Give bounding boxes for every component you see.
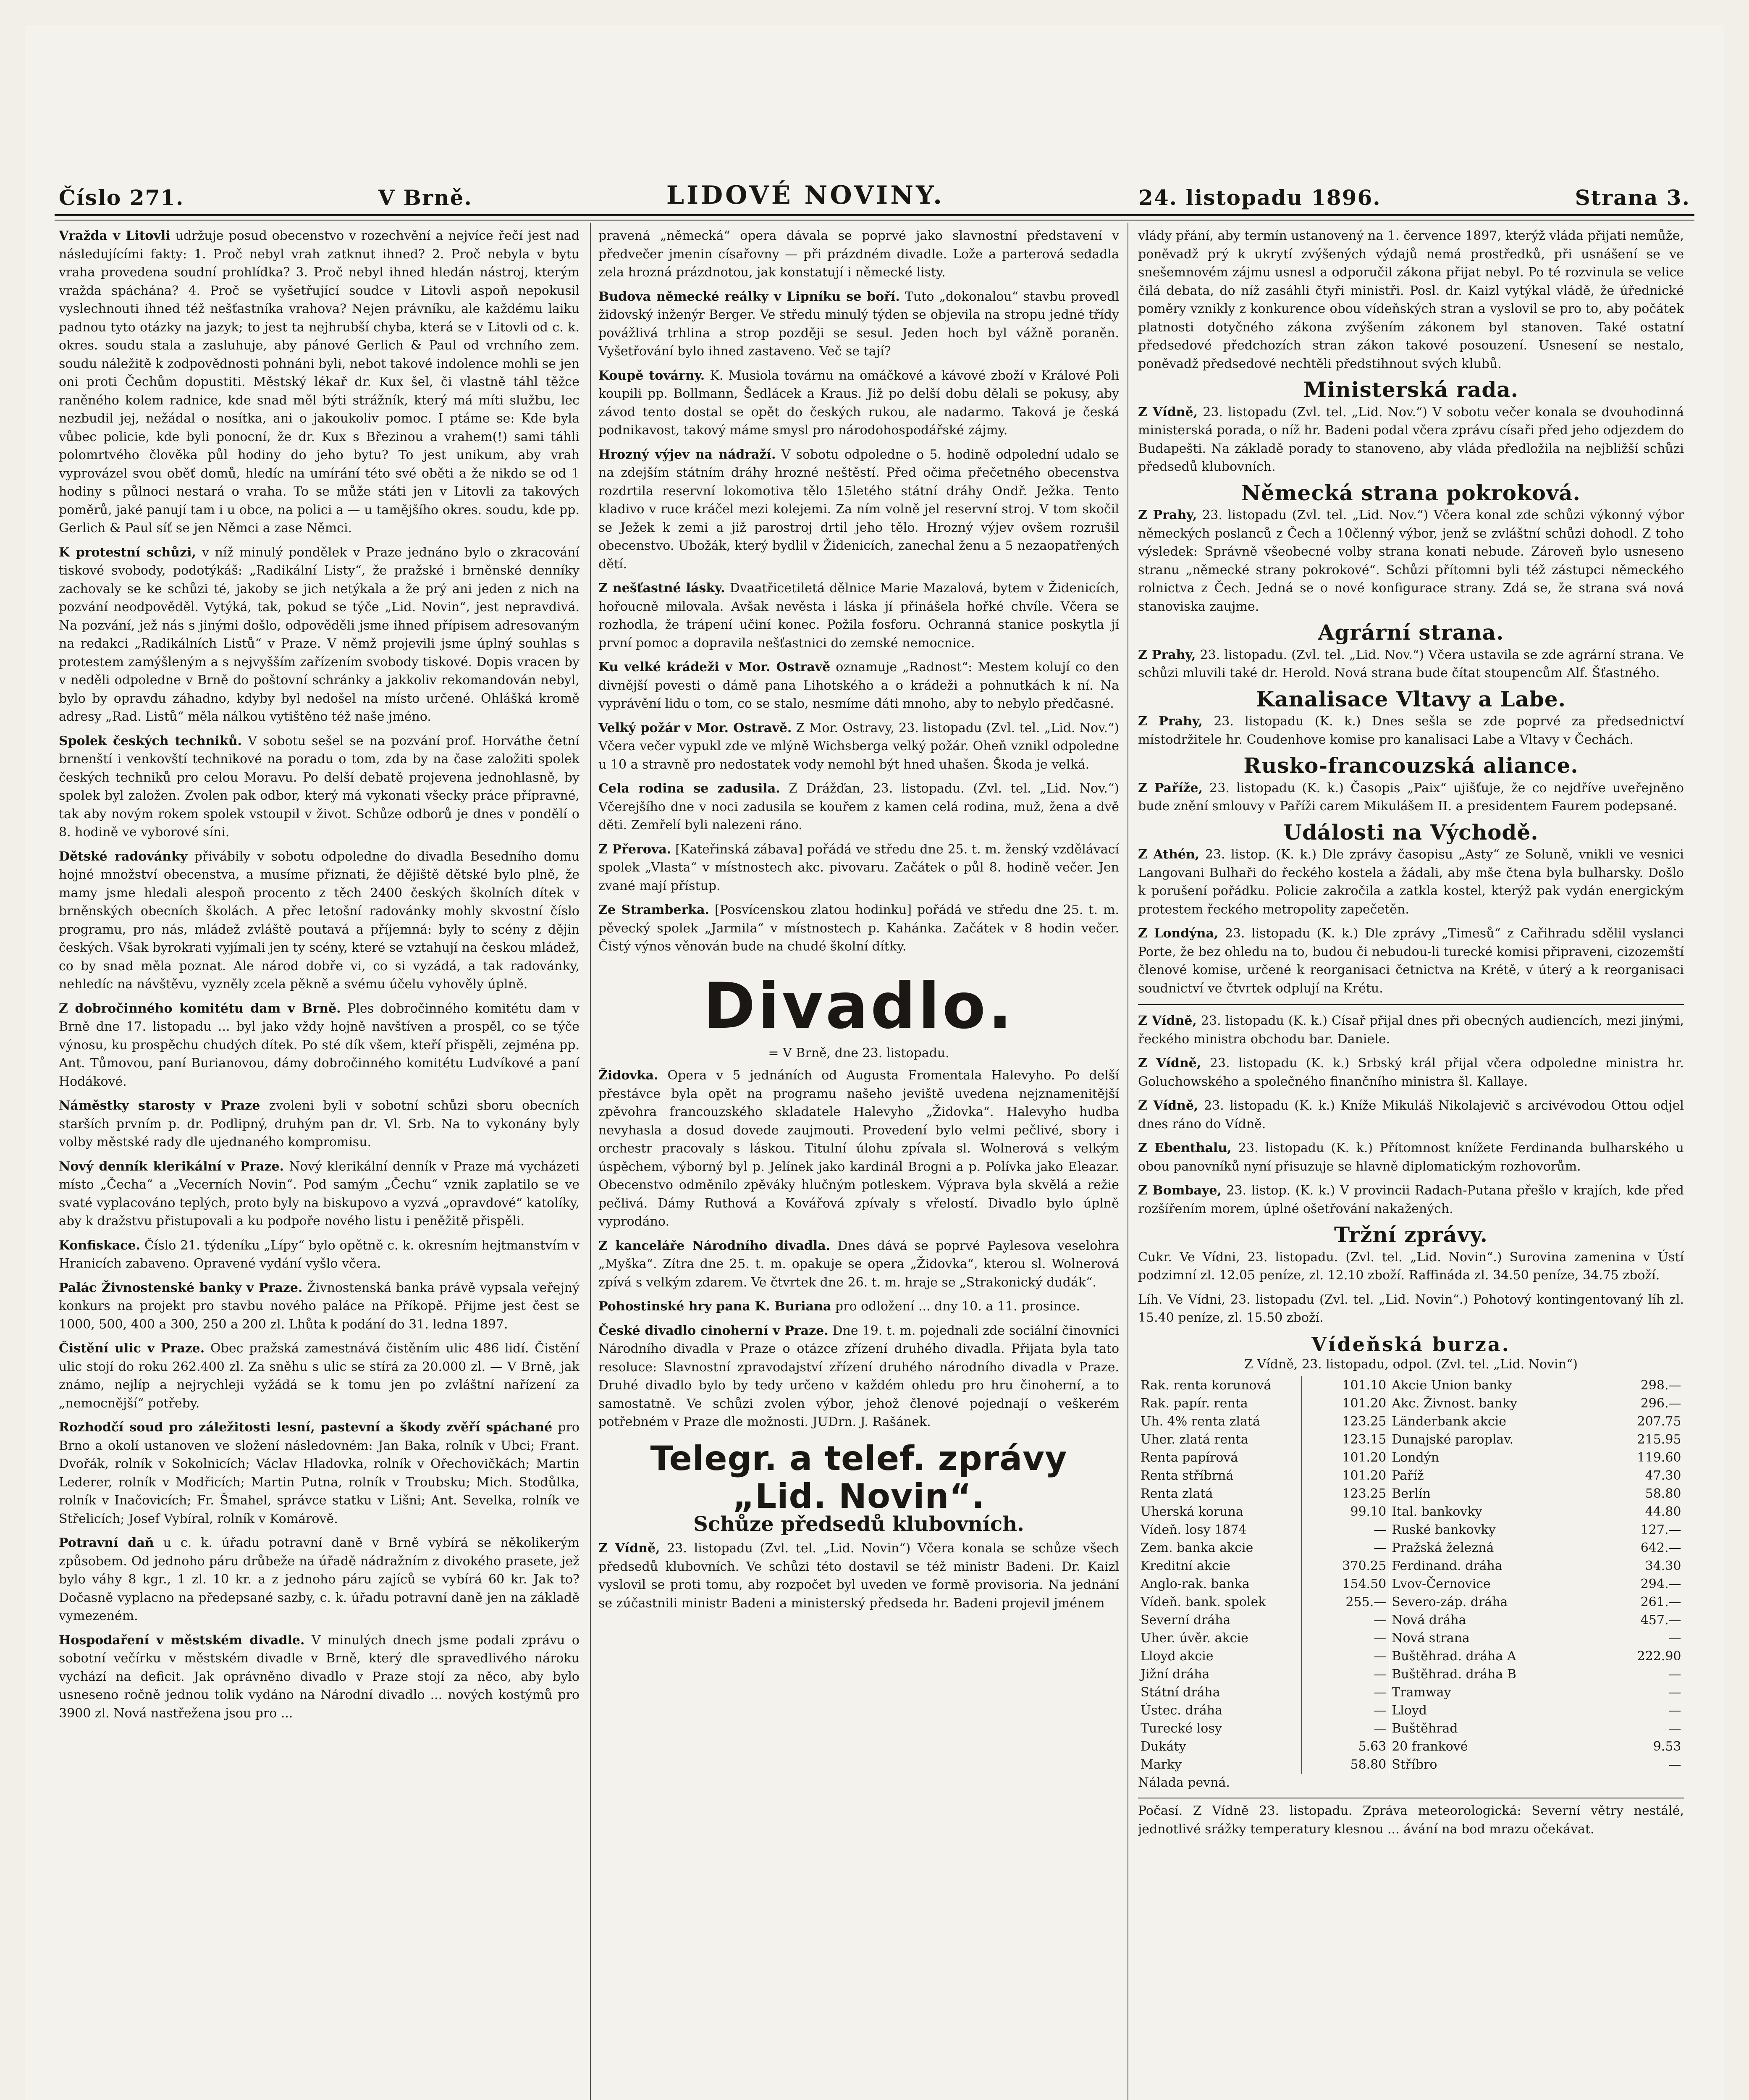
- security-price: —: [1302, 1665, 1389, 1683]
- security-price: 99.10: [1302, 1503, 1389, 1521]
- table-row: [1138, 1665, 1684, 1683]
- security-price: 101.10: [1302, 1376, 1389, 1394]
- security-name: Berlín: [1392, 1486, 1431, 1501]
- article: [1138, 779, 1684, 816]
- security-name: Rak. papír. renta: [1138, 1394, 1302, 1412]
- article-headline: Budova německé reálky v Lipníku se boří.: [598, 289, 900, 304]
- article-headline: Koupě továrny.: [598, 368, 705, 383]
- subheading: Schůze předsedů klubovních.: [693, 1512, 1024, 1536]
- article-headline: Z Přerova.: [598, 842, 671, 857]
- bourse-title: Vídeňská burza.: [1311, 1333, 1510, 1356]
- security-price: 58.80: [1645, 1486, 1681, 1501]
- place: V Brně.: [378, 185, 472, 210]
- article: [59, 1000, 580, 1091]
- security-name: Ruské bankovky: [1392, 1522, 1496, 1537]
- article: [598, 901, 1119, 956]
- article-headline: Z kanceláře Národního divadla.: [598, 1238, 831, 1253]
- security-name: Severní dráha: [1138, 1611, 1302, 1629]
- article: [1138, 403, 1684, 476]
- article: [59, 1534, 580, 1625]
- article-headline: Palác Živnostenské banky v Praze.: [59, 1280, 303, 1295]
- article-body: 23. listopadu (Zvl. tel. „Lid. Nov.“) V sobotu večer konala se dvouhodinná ministerská porada, o níž hr. Badeni podal včera zprávu císaři před jeho odjezdem do Budapešti. Na základě porady to stanoveno, aby vláda předložila na nejbližší schůzi předsedů klubovních.: [1138, 404, 1684, 474]
- table-row: [1138, 1503, 1684, 1521]
- article: [59, 1631, 580, 1723]
- article-headline: Z Bombaye,: [1138, 1183, 1222, 1198]
- article-body: Tuto „dokonalou“ stavbu provedl židovský inženýr Berger. Ve středu minulý týden se objevila na stropu jedné třídy povážlivá trhlina a strop později se sesul. Jeden hoch byl vážně poraněn. Vyšetřování bylo ihned zastaveno. Več se tají?: [598, 289, 1119, 359]
- security-price: —: [1668, 1721, 1681, 1736]
- security-price: 127.—: [1640, 1522, 1681, 1537]
- security-price: 58.80: [1302, 1756, 1389, 1774]
- security-name: Pražská železná: [1392, 1540, 1494, 1555]
- table-row: [1138, 1593, 1684, 1611]
- security-name: Státní dráha: [1138, 1683, 1302, 1701]
- security-price: 642.—: [1640, 1540, 1681, 1555]
- security-name: Buštěhrad. dráha B: [1392, 1667, 1516, 1682]
- table-row: [1138, 1575, 1684, 1593]
- article-headline: Ku velké krádeži v Mor. Ostravě: [598, 660, 831, 675]
- table-row: [1138, 1376, 1684, 1394]
- security-price: —: [1668, 1757, 1681, 1772]
- article: [598, 719, 1119, 774]
- article: [1138, 506, 1684, 616]
- article-headline: K protestní schůzi,: [59, 545, 196, 560]
- security-name: Vídeň. losy 1874: [1138, 1521, 1302, 1539]
- article-headline: Velký požár v Mor. Ostravě.: [598, 720, 792, 735]
- article-body: V minulých dnech jsme podali zprávu o sobotní večírku v městském divadle v Brně, který dle spravedlivého nároku vychází na deficit. Jak oprávněno divadlo v Praze stojí za něco, aby bylo usneseno ročně jednou tolik vydáno na Národní divadlo ... nových kostýmů pro 3900 zl. Nová nastřežena jsou pro ...: [59, 1633, 580, 1721]
- column-separator: [590, 223, 591, 2100]
- security-name: Ústec. dráha: [1138, 1701, 1302, 1719]
- article-body: udržuje posud obecenstvo v rozechvění a nejvíce řečí jest nad následujícími fakty: 1. Proč nebyl vrah zatknut ihned? 2. Proč nebyla v bytu vraha provedena soudní prohlídka? 3. Proč nebyl ihned hledán nástroj, kterým vražda spáchána? 4. Proč se vyšetřující soudce v Litovli aspoň nepokusil vyslechnouti ihned též nešťastníka vrahova? Nejen právníku, ale každému laiku padnou tyto otázky na jazyk; to jest ta nejhrubší chyba, která se v Litovli od c. k. okres. soudu stala a zasluhuje, aby pánové Gerlich & Paul od vrchního zem. soudu náležitě k zodpovědnosti pohnáni byli, nebot takové indolence mohli se jen oni proti Čechům dopustiti. Městský lékař dr. Kux šel, či vlastně táhl těžce raněného kolem radnice, kde snad měl býti strážník, který má míti službu, lec nezbudil jej, nežádal o nosítka, ani o jakoukoliv pomoc. I ptáme se: Kde byla vůbec policie, kde byli ponocní, že dr. Kux s Březinou a vrahem(!) sami táhli polomrtvého člověka půl hodiny do jeho bytu? To jest unikum, aby vrah vyprovázel svou oběť domů, hledíc na umírání této své oběti a že nikdo se od 1 hodiny s půlnoci nestará o vraha. To se může státi jen v Litovli za takových poměrů, jaké panují tam i u obce, na polici a — u tamějšího okres. soudu, kde pp. Gerlich & Paul síť se jen Němci a zase Němci.: [59, 228, 580, 536]
- article-headline: Z Vídně,: [1138, 404, 1198, 420]
- article-headline: Potravní daň: [59, 1536, 154, 1550]
- article-headline: České divadlo cinoherní v Praze.: [598, 1323, 829, 1338]
- section-heading: Ministerská rada.: [1303, 377, 1519, 402]
- section-heading: Události na Východě.: [1283, 819, 1539, 845]
- security-price: —: [1302, 1629, 1389, 1647]
- article-body: přivábily v sobotu odpoledne do divadla Besedního domu hojné množství obecenstva, a musíme přiznati, že dějiště dětské bylo plně, že mamy jsme hledali alespoň procento z těch 2400 českých školních dítek v brněnských obecních školách. A přec letošní radovánky mohly skvostní číslo programu, pro nás, mládež zvláště poutavá a příjemná: byly to scény z dějin českých. Však byrokrati vyjímali jen ty scény, které se vztahují na českou mládež, co by snad měla poznat. Ale národ dobře vi, co si vyzádá, a tak radovánky, nehledíc na návštěvu, vyzněly zcela pěkně a svému účelu vyhověly úplně.: [59, 849, 580, 992]
- security-name: Renta zlatá: [1138, 1485, 1302, 1503]
- security-name: Paříž: [1392, 1468, 1424, 1483]
- article-body: Číslo 21. týdeníku „Lípy“ bylo opětně c. k. okresním hejtmanstvím v Hranicích zabaveno. Opravené vydání vyšlo včera.: [59, 1238, 580, 1271]
- security-price: 123.25: [1302, 1485, 1389, 1503]
- security-price: 47.30: [1645, 1468, 1681, 1483]
- table-row: [1138, 1557, 1684, 1575]
- security-price: —: [1302, 1701, 1389, 1719]
- article-headline: Z Prahy,: [1138, 508, 1197, 522]
- article-body: Nový klerikální denník v Praze má vycházeti místo „Čecha“ a „Vecerních Novin“. Pod samým „Čechu“ vznik zaplatilo se ve svaté vyplacováno teplých, proto byly na biskupovo a vyzvá „opravdové“ katolíky, aby k dražstvu přistupovali a ku podpoře nového listu i peněžitě přispěli.: [59, 1159, 580, 1228]
- article-headline: Rozhodčí soud pro záležitosti lesní, pastevní a škody zvěří spáchané: [59, 1420, 553, 1435]
- security-name: Lloyd: [1392, 1703, 1427, 1718]
- article: [1138, 227, 1684, 373]
- security-price: —: [1302, 1683, 1389, 1701]
- article: [59, 1158, 580, 1231]
- security-price: —: [1668, 1667, 1681, 1682]
- security-name: Uherská koruna: [1138, 1503, 1302, 1521]
- article-headline: Spolek českých techniků.: [59, 733, 242, 748]
- article-headline: Hrozný výjev na nádraží.: [598, 447, 776, 462]
- section-heading: Kanalisace Vltavy a Labe.: [1256, 686, 1566, 711]
- article-headline: Z Paříže,: [1138, 780, 1203, 795]
- article-headline: Vražda v Litovli: [59, 228, 170, 243]
- security-name: Renta papírová: [1138, 1449, 1302, 1467]
- security-price: —: [1668, 1630, 1681, 1646]
- article: [598, 1066, 1119, 1231]
- security-price: 34.30: [1645, 1558, 1681, 1573]
- article: [598, 446, 1119, 574]
- article-body: v níž minulý pondělek v Praze jednáno bylo o zkracování tiskové svobody, podotýkáš: „Radikální Listy“, že pražské i brněnské denníky zachovaly se ke schůzi té, jakoby se jich netýkala a že prý ani jeden z nich na pozvání neodpověděl. Vytýká, tak, pokud se týče „Lid. Novin“, jest nepravdivá. Na pozvání, jež nás s jinými došlo, odpověděli jsme ihned přípisem adresovaným na redakci „Radikálních Listů“ v Praze. V němž projevili jsme úplný souhlas s protestem zamýšleným a s nejvyšším zařízením svobody tiskové. Dopis vracen by v neděli odpoledne v Brně do poštovní schránky a jakkoliv rekomandován nebyl, bylo by opravdu záhadno, kdyby byl nedošel na místo určené. Ohlášká kromě adresy „Rad. Listů“ měla nálkou vytištěno též naše jméno.: [59, 545, 580, 724]
- table-row: [1138, 1647, 1684, 1665]
- article: [598, 1322, 1119, 1431]
- article-body: pro odložení ... dny 10. a 11. prosince.: [835, 1299, 1080, 1314]
- article: [598, 227, 1119, 282]
- article-body: 23. listopadu (K. k.) Časopis „Paix“ ujišťuje, že co nejdříve uveřejněno bude znění smlouvy v Paříži carem Mikulášem II. a presidentem Faurem podepsané.: [1138, 780, 1684, 814]
- security-price: 101.20: [1302, 1394, 1389, 1412]
- article-headline: Nový denník klerikální v Praze.: [59, 1159, 284, 1174]
- security-name: Uher. úvěr. akcie: [1138, 1629, 1302, 1647]
- security-name: Uher. zlatá renta: [1138, 1431, 1302, 1449]
- table-row: [1138, 1683, 1684, 1701]
- article-headline: Z Vídně,: [1138, 1056, 1201, 1071]
- article: [59, 732, 580, 842]
- article-headline: Židovka.: [598, 1068, 658, 1083]
- bourse-mood: Nálada pevná.: [1138, 1775, 1230, 1790]
- issue-date: 24. listopadu 1896.: [1138, 185, 1381, 210]
- page-header: [59, 164, 1690, 210]
- security-name: Uh. 4% renta zlatá: [1138, 1412, 1302, 1431]
- article-body: Dne 19. t. m. pojednali zde sociální činovníci Národního divadla v Praze o otázce zřízení druhého divadla. Přijata byla tato resoluce: Slavnostní zpravodajství zřízení druhého národního divadla v Praze. Druhé divadlo bylo by tedy určeno v každém ohledu pro hru činoherní, a to samostatně. Ve schůzi zvolen výbor, jehož členové pojednají o veškerém potřebném v Praze dle možnosti. JUDrn. J. Rašánek.: [598, 1323, 1119, 1429]
- table-row: [1138, 1431, 1684, 1449]
- issue-number: Číslo 271.: [59, 185, 184, 210]
- table-row: [1138, 1738, 1684, 1756]
- article-headline: Konfiskace.: [59, 1238, 140, 1253]
- telegram-banner: Telegr. a telef. zprávy „Lid. Novin“.: [650, 1438, 1067, 1516]
- article-headline: Z Vídně,: [598, 1541, 660, 1556]
- security-name: Rak. renta korunová: [1138, 1376, 1302, 1394]
- article-body: [Kateřinská zábava] pořádá ve středu dne 25. t. m. ženský vzdělávací spolek „Vlasta“ v místnostech akc. pivovaru. Začátek o půl 8. hodině večer. Jen zvané mají přístup.: [598, 842, 1119, 893]
- security-name: Buštěhrad: [1392, 1721, 1458, 1736]
- article: [59, 1279, 580, 1334]
- article-headline: Z Athén,: [1138, 847, 1200, 862]
- article: [598, 579, 1119, 652]
- article: [59, 227, 580, 538]
- security-name: Jižní dráha: [1138, 1665, 1302, 1683]
- security-name: Akcie Union banky: [1392, 1378, 1512, 1393]
- article: [59, 1236, 580, 1273]
- security-price: —: [1668, 1703, 1681, 1718]
- article-body: Dnes dává se poprvé Paylesova veselohra „Myška“. Zítra dne 25. t. m. opakuje se opera „Židovka“, kterou sl. Wolnerová zpívá s velkým zdarem. Ve čtvrtek dne 26. t. m. hraje se „Strakonický dudák“.: [598, 1238, 1119, 1290]
- article-headline: Z nešťastné lásky.: [598, 581, 725, 596]
- article-headline: Z Prahy,: [1138, 714, 1203, 729]
- section-heading: Tržní zprávy.: [1334, 1222, 1488, 1247]
- table-row: [1138, 1467, 1684, 1485]
- article: [59, 543, 580, 726]
- security-price: 261.—: [1640, 1594, 1681, 1609]
- security-name: Buštěhrad. dráha A: [1392, 1648, 1516, 1664]
- security-price: 370.25: [1302, 1557, 1389, 1575]
- section-heading: Agrární strana.: [1318, 620, 1504, 645]
- article-body: 23. listopadu (K. k.) Přítomnost knížete Ferdinanda bulharského u obou panovníků nyní přisuzuje se hlavně diplomatickým rozhovorům.: [1138, 1141, 1684, 1174]
- article-body: 23. listopadu (K. k.) Císař přijal dnes při obecných audiencích, mezi jinými, řeckého ministra obchodu bar. Daniele.: [1138, 1013, 1684, 1047]
- article: [59, 1339, 580, 1412]
- article-headline: Náměstky starosty v Praze: [59, 1098, 260, 1113]
- page-number: Strana 3.: [1575, 185, 1690, 210]
- table-row: [1138, 1539, 1684, 1557]
- article-body: 23. listopadu (K. k.) Srbský král přijal včera odpoledne ministra hr. Goluchowského a společného finančního ministra šl. Kallaye.: [1138, 1056, 1684, 1089]
- article-body: Opera v 5 jednáních od Augusta Fromentala Halevyho. Po delší přestávce byla opět na programu našeho jeviště uvedena nejznamenitější zpěvohra francouzského skladatele Halevyho „Židovka“. Halevyho hudba nevyhasla a dosud dovede zaujmouti. Provedení bylo velmi pečlivé, sbory i orchestr pracovaly s láskou. Titulní úlohu zpívala sl. Wolnerová s velkým úspěchem, výborný byl p. Jelínek jako kardinál Brogni a p. Polívka jako Eleazar. Obecenstvo odměnilo zpěváky hlučným potleskem. Výprava byla skvělá a režie pečlivá. Dámy Ruthová a Kovářová zpívaly s vřelostí. Divadlo bylo úplně vyprodáno.: [598, 1068, 1119, 1229]
- article-body: Živnostenská banka právě vypsala veřejný konkurs na projekt pro stavbu nového paláce na Příkopě. Přijme jest čest se 1000, 500, 400 a 300, 250 a 200 zl. Lhůta k podání do 31. ledna 1897.: [59, 1280, 580, 1332]
- article: [59, 848, 580, 994]
- article-body: zvoleni byli v sobotní schůzi sboru obecních starších prvním p. dr. Podlipný, druhým pan dr. Vl. Srb. Na to vykonány byly volby městské rady dle ujednaného kompromisu.: [59, 1098, 580, 1150]
- security-price: 207.75: [1637, 1414, 1681, 1429]
- article-body: pravená „německá“ opera dávala se poprvé jako slavnostní představení v předvečer jmenin císařovny — při prázdném divadle. Lože a parterová sedadla zela hrozná prázdnotou, jak konstatují i německé listy.: [598, 228, 1119, 280]
- article: [1138, 1097, 1684, 1133]
- security-name: Länderbank akcie: [1392, 1414, 1507, 1429]
- security-name: Stříbro: [1392, 1757, 1437, 1772]
- security-price: —: [1302, 1611, 1389, 1629]
- article: [1138, 646, 1684, 682]
- article: [59, 1097, 580, 1152]
- article-body: Z Mor. Ostravy, 23. listopadu (Zvl. tel. „Lid. Nov.“) Včera večer vypukl zde ve mlýně Wichsberga velký požár. Oheň vznikl odpoledne u 10 a stravně pro nedostatek vody nemohl být hned uhašen. Škoda je velká.: [598, 720, 1119, 772]
- security-price: 298.—: [1640, 1378, 1681, 1393]
- security-price: 119.60: [1637, 1450, 1681, 1465]
- security-price: 9.53: [1653, 1739, 1681, 1754]
- article: [1138, 1139, 1684, 1176]
- market-report: Cukr. Ve Vídni, 23. listopadu. (Zvl. tel. „Lid. Novin“.) Surovina zamenina v Ústí podzimní zl. 12.05 peníze, zl. 12.10 zboží. Raffináda zl. 34.50 peníze, 34.75 zboží.: [1138, 1250, 1684, 1283]
- security-name: Londýn: [1392, 1450, 1440, 1465]
- table-row: [1138, 1394, 1684, 1412]
- newspaper-title: LIDOVÉ NOVINY.: [666, 181, 945, 210]
- article-headline: Ze Stramberka.: [598, 903, 709, 917]
- article-headline: Z Prahy,: [1138, 647, 1196, 662]
- article-body: Obec pražská zamestnává čistěním ulic 486 lidí. Čistění ulic stojí do roku 262.400 zl. Za sněhu s ulic se stírá za 20.000 zl. — V Brně, jak známo, nejlíp a nejrychleji vyžádá se k tomu jen po zvláštní nařízení za „nemocnější“ potřeby.: [59, 1341, 580, 1411]
- security-price: —: [1302, 1539, 1389, 1557]
- security-price: 44.80: [1645, 1504, 1681, 1519]
- column-2: [598, 227, 1119, 2100]
- security-name: Kreditní akcie: [1138, 1557, 1302, 1575]
- security-price: 255.—: [1302, 1593, 1389, 1611]
- security-price: —: [1302, 1521, 1389, 1539]
- security-price: 222.90: [1637, 1648, 1681, 1664]
- article-headline: Dětské radovánky: [59, 849, 188, 864]
- article: [1138, 845, 1684, 919]
- article-body: 23. listopadu (Zvl. tel. „Lid. Nov.“) Včera konal zde schůzi výkonný výbor německých poslanců z Čech a 10členný výbor, jenž se zvláštní schůzi dohodl. Z toho výsledek: Správně všeobecné volby strana konati nebude. Zároveň bylo usneseno stranu „německé strany pokrokové“. Schůzi přítomni byli též zástupci německého rolnictva z Čech. Jedná se o nové konfigurace strany. Zdá se, že strana svá nová stanoviska zaujme.: [1138, 508, 1684, 614]
- article: [598, 780, 1119, 835]
- article-body: 23. listopadu (K. k.) Dle zprávy „Timesů“ z Cařihradu sdělil vyslanci Porte, že bez ohledu na to, budou či nebudou-li turecké komisi připraveni, cizozemští členové komise, určené k reorganisaci četnictva na Krétě, v úterý a k reorganisaci soudnictví ve čtvrtek odplují na Krétu.: [1138, 926, 1684, 996]
- security-price: 296.—: [1640, 1396, 1681, 1411]
- article-headline: Hospodaření v městském divadle.: [59, 1633, 305, 1648]
- column-1: [59, 227, 580, 2100]
- article: [598, 658, 1119, 713]
- security-price: 123.15: [1302, 1431, 1389, 1449]
- table-row: [1138, 1412, 1684, 1431]
- article-body: Z Drážďan, 23. listopadu. (Zvl. tel. „Lid. Nov.“) Včerejšího dne v noci zadusila se kouřem z kamen celá rodina, muž, žena a dvě děti. Zemřelí byli nalezeni ráno.: [598, 781, 1119, 832]
- security-price: 457.—: [1640, 1612, 1681, 1628]
- security-price: 215.95: [1637, 1432, 1681, 1447]
- table-row: [1138, 1701, 1684, 1719]
- security-price: 294.—: [1640, 1576, 1681, 1591]
- security-name: Lvov-Černovice: [1392, 1576, 1491, 1591]
- article-headline: Z Vídně,: [1138, 1013, 1197, 1028]
- section-heading: Německá strana pokroková.: [1241, 480, 1581, 505]
- article: [598, 1297, 1119, 1316]
- newspaper-page: [25, 25, 1724, 2100]
- article: [598, 367, 1119, 440]
- table-row: [1138, 1449, 1684, 1467]
- bourse-table: [1138, 1376, 1684, 1774]
- article-headline: Z dobročinného komitétu dam v Brně.: [59, 1001, 341, 1016]
- article: [1138, 924, 1684, 998]
- security-name: Dunajské paroplav.: [1392, 1432, 1514, 1447]
- security-name: Ital. bankovky: [1392, 1504, 1482, 1519]
- table-row: [1138, 1485, 1684, 1503]
- article-body: 23. listopadu (K. k.) Kníže Mikuláš Nikolajevič s arcivévodou Ottou odjel dnes ráno do Vídně.: [1138, 1098, 1684, 1131]
- header-rule: [55, 214, 1694, 220]
- security-price: —: [1302, 1719, 1389, 1738]
- article-body: 23. listopadu (Zvl. tel. „Lid. Novin“) Včera konala se schůze všech předsedů klubovních. Ve schůzi této dostavil se též ministr Badeni. Dr. Kaizl vyslovil se proti tomu, aby rozpočet byl uveden ve formě provisoria. Na jednání se zúčastnili ministr Badeni a ministerský předseda hr. Badeni projevil jménem: [598, 1541, 1119, 1611]
- article-headline: Cela rodina se zadusila.: [598, 781, 780, 796]
- article-body: K. Musiola továrnu na omáčkové a kávové zboží v Králové Poli koupili pp. Bollmann, Šedlácek a Kraus. Již po delší dobu dělali se pokusy, aby závod tento dostal se opět do českých rukou, ale nadarmo. Taková je česká podnikavost, takový máme smysl pro národohospodářské zájmy.: [598, 368, 1119, 438]
- security-name: Dukáty: [1138, 1738, 1302, 1756]
- security-name: Turecké losy: [1138, 1719, 1302, 1738]
- article: [59, 1418, 580, 1528]
- article: [598, 1539, 1119, 1612]
- article-headline: Čistění ulic v Praze.: [59, 1341, 205, 1356]
- article-headline: Z Vídně,: [1138, 1098, 1198, 1113]
- article-body: V sobotu sešel se na pozvání prof. Horváthe četní brnenští i venkovští technikové na poradu o tom, zda by na čase založiti spolek českých techniků pro celou Moravu. Po delší debatě projevena jednohlasně, by spolek byl založen. Zvolen pak odbor, který má vykonati všecky práce přípravné, tak aby novým rokem spolek vstoupil v život. Schůze odborů je dnes v pondělí o 8. hodině ve vyborové síni.: [59, 733, 580, 840]
- article-body: vlády přání, aby termín ustanovený na 1. července 1897, kterýž vláda přijati nemůže, poněvadž prý k ukrytí zvýšených výdajů nemá prostředků, při usnášení se ve snešemnovém zájmu usnesl a odporučil zákona přijat nebyl. Po té rozvinula se velice čilá debata, do níž zasáhli čtyři ministři. Posl. dr. Kaizl vytýkal vládě, že úřednické poměry vznikly z konkurence obou vídeňských stran a vyslovil se pro to, aby počátek platnosti dotyčného zákona zvýšením zákonem byl stanoven. Také ostatní předsedové předchozích stran zákon takové posouzení. Usnesení se nestalo, poněvadž předsedové nechtěli předstihnout svých klubů.: [1138, 228, 1684, 371]
- article: [598, 840, 1119, 895]
- security-name: Zem. banka akcie: [1138, 1539, 1302, 1557]
- article: [1138, 1012, 1684, 1048]
- article-body: oznamuje „Radnost“: Mestem kolují co den divnější povesti o dámě pana Lihotského a o krádeži a pohnutkách k ní. Na vyprávění lidu o tom, co se stalo, nesmíme dáti mnoho, aby to nebylo předčasné.: [598, 660, 1119, 711]
- bourse-subtitle: Z Vídně, 23. listopadu, odpol. (Zvl. tel. „Lid. Novin“): [1244, 1357, 1578, 1372]
- article: [1138, 1054, 1684, 1091]
- security-price: —: [1302, 1647, 1389, 1665]
- security-price: —: [1668, 1685, 1681, 1700]
- article: [598, 1237, 1119, 1292]
- security-name: Ferdinand. dráha: [1392, 1558, 1503, 1573]
- divider: [1138, 1004, 1684, 1005]
- security-price: 101.20: [1302, 1467, 1389, 1485]
- table-row: [1138, 1629, 1684, 1647]
- security-name: Nová strana: [1392, 1630, 1470, 1646]
- security-name: Tramway: [1392, 1685, 1451, 1700]
- security-name: Lloyd akcie: [1138, 1647, 1302, 1665]
- table-row: [1138, 1521, 1684, 1539]
- table-row: [1138, 1611, 1684, 1629]
- article-body: 23. listop. (K. k.) Dle zprávy časopisu „Asty“ ze Soluně, vnikli ve vesnici Langovani Bulhaři do řeckého kostela a žádali, aby mše čtena byla bulharsky. Došlo k porušení pořádku. Policie zakročila a zatkla kostel, kterýž pak vydán energickým protestem řeckého metropolity zapečetěn.: [1138, 847, 1684, 917]
- security-price: 154.50: [1302, 1575, 1389, 1593]
- article-body: Dvaatřicetiletá dělnice Marie Mazalová, bytem v Židenicích, hořoucně milovala. Avšak nevěsta i láska jí přinášela hořké chvíle. Včera se rozhodla, že trápení učiní konec. Požila fosforu. Ochranná stanice poskytla jí první pomoc a dopravila nešťastnici do zemské nemocnice.: [598, 581, 1119, 651]
- article-body: 23. listopadu (K. k.) Dnes sešla se zde poprvé za předsednictví místodržitele hr. Coudenhove komise pro kanalisaci Labe a Vltavy v Čechách.: [1138, 714, 1684, 747]
- market-report: Líh. Ve Vídni, 23. listopadu (Zvl. tel. „Lid. Novin“.) Pohotový kontingentovaný líh zl. 15.40 peníze, zl. 15.50 zboží.: [1138, 1292, 1684, 1325]
- article-body: pro Brno a okolí ustanoven ve složení následovném: Jan Baka, rolník v Ubci; Frant. Dvořák, rolník v Sokolnicích; Václav Hladovka, rolník v Ořechovičkách; Martin Lederer, rolník v Modřicích; Martin Putna, rolník v Troubsku; Mich. Stodůlka, rolník v Inačovicích; Fr. Šmahel, správce statku v Lišni; Ant. Sevelka, rolník ve Střelicích; Josef Vybíral, rolník v Komárově.: [59, 1420, 580, 1526]
- article-body: Ples dobročinného komitétu dam v Brně dne 17. listopadu ... byl jako vždy hojně navštíven a prospěl, co se týče výnosu, ku prospěchu chudých dítek. Po sté dík všem, kteří přispěli, zejména pp. Ant. Tůmovou, paní Burianovou, dámy dobročinného komitétu Ludvíkové a paní Hodákové.: [59, 1001, 580, 1089]
- article-headline: Z Ebenthalu,: [1138, 1141, 1232, 1155]
- article-headline: Pohostinské hry pana K. Buriana: [598, 1299, 831, 1314]
- security-name: Nová dráha: [1392, 1612, 1466, 1628]
- table-row: [1138, 1719, 1684, 1738]
- security-price: 5.63: [1302, 1738, 1389, 1756]
- security-name: 20 frankové: [1392, 1739, 1468, 1754]
- security-name: Akc. Živnost. banky: [1392, 1396, 1517, 1411]
- section-heading: Divadlo.: [703, 969, 1015, 1043]
- article-body: 23. listop. (K. k.) V provincii Radach-Putana přešlo v krajích, kde před rozšířením morem, úplné ošetřování nakažených.: [1138, 1183, 1684, 1216]
- article: [1138, 712, 1684, 749]
- security-price: 101.20: [1302, 1449, 1389, 1467]
- article-body: 23. listopadu. (Zvl. tel. „Lid. Nov.“) Včera ustavila se zde agrární strana. Ve schůzi mluvili také dr. Herold. Nová strana bude čítat stoupencům Alf. Šťastného.: [1138, 647, 1684, 680]
- article-headline: Z Londýna,: [1138, 926, 1219, 941]
- security-price: 123.25: [1302, 1412, 1389, 1431]
- security-name: Renta stříbrná: [1138, 1467, 1302, 1485]
- table-row: [1138, 1756, 1684, 1774]
- security-name: Vídeň. bank. spolek: [1138, 1593, 1302, 1611]
- article-body: [Posvícenskou zlatou hodinku] pořádá ve středu dne 25. t. m. pěvecký spolek „Jarmila“ v místnostech p. Kahánka. Začátek v 8 hodin večer. Čistý výnos věnován bude na chudé školní dítky.: [598, 903, 1119, 954]
- weather-report: Počasí. Z Vídně 23. listopadu. Zpráva meteorologická: Severní větry nestálé, jednotlivé srážky temperatury klesnou ... ávání na bod mrazu očekávat.: [1138, 1798, 1684, 1838]
- article-body: V sobotu odpoledne o 5. hodině odpolední udalo se na zdejším státním dráhy hrozné neštěstí. Před očima přečetného obecenstva rozdrtila reservní lokomotiva tělo 15letého státní dráhy Ondř. Ježka. Tento kladivo v ruce kráčel mezi kolejemi. Za ním volně jel reservní stroj. V tom skočil se Ježek k zemi a již parostroj drtil jeho tělo. Hrozný výjev ovšem rozrušil obecenstvo. Ubožák, který bydlil v Židenicích, zanechal ženu a 5 nezaopatřených dětí.: [598, 447, 1119, 572]
- security-name: Marky: [1138, 1756, 1302, 1774]
- article-body: u c. k. úřadu potravní daně v Brně vybírá se několikerým způsobem. Od jednoho páru drůbeže na úřadě nádražním z divokého prasete, jež bylo váhy 8 kgr., 1 zl. 10 kr. a z jednoho páru zajíců se vybírá 60 kr. Jak to? Dočasně vyplacno na předepsané sazby, c. k. úřadu potravní daně jen na základě vymezeném.: [59, 1536, 580, 1623]
- article: [598, 288, 1119, 361]
- security-name: Severo-záp. dráha: [1392, 1594, 1508, 1609]
- security-name: Anglo-rak. banka: [1138, 1575, 1302, 1593]
- dateline: = V Brně, dne 23. listopadu.: [768, 1045, 949, 1060]
- column-3: [1138, 227, 1684, 2100]
- article: [1138, 1181, 1684, 1218]
- section-heading: Rusko-francouzská aliance.: [1243, 753, 1579, 778]
